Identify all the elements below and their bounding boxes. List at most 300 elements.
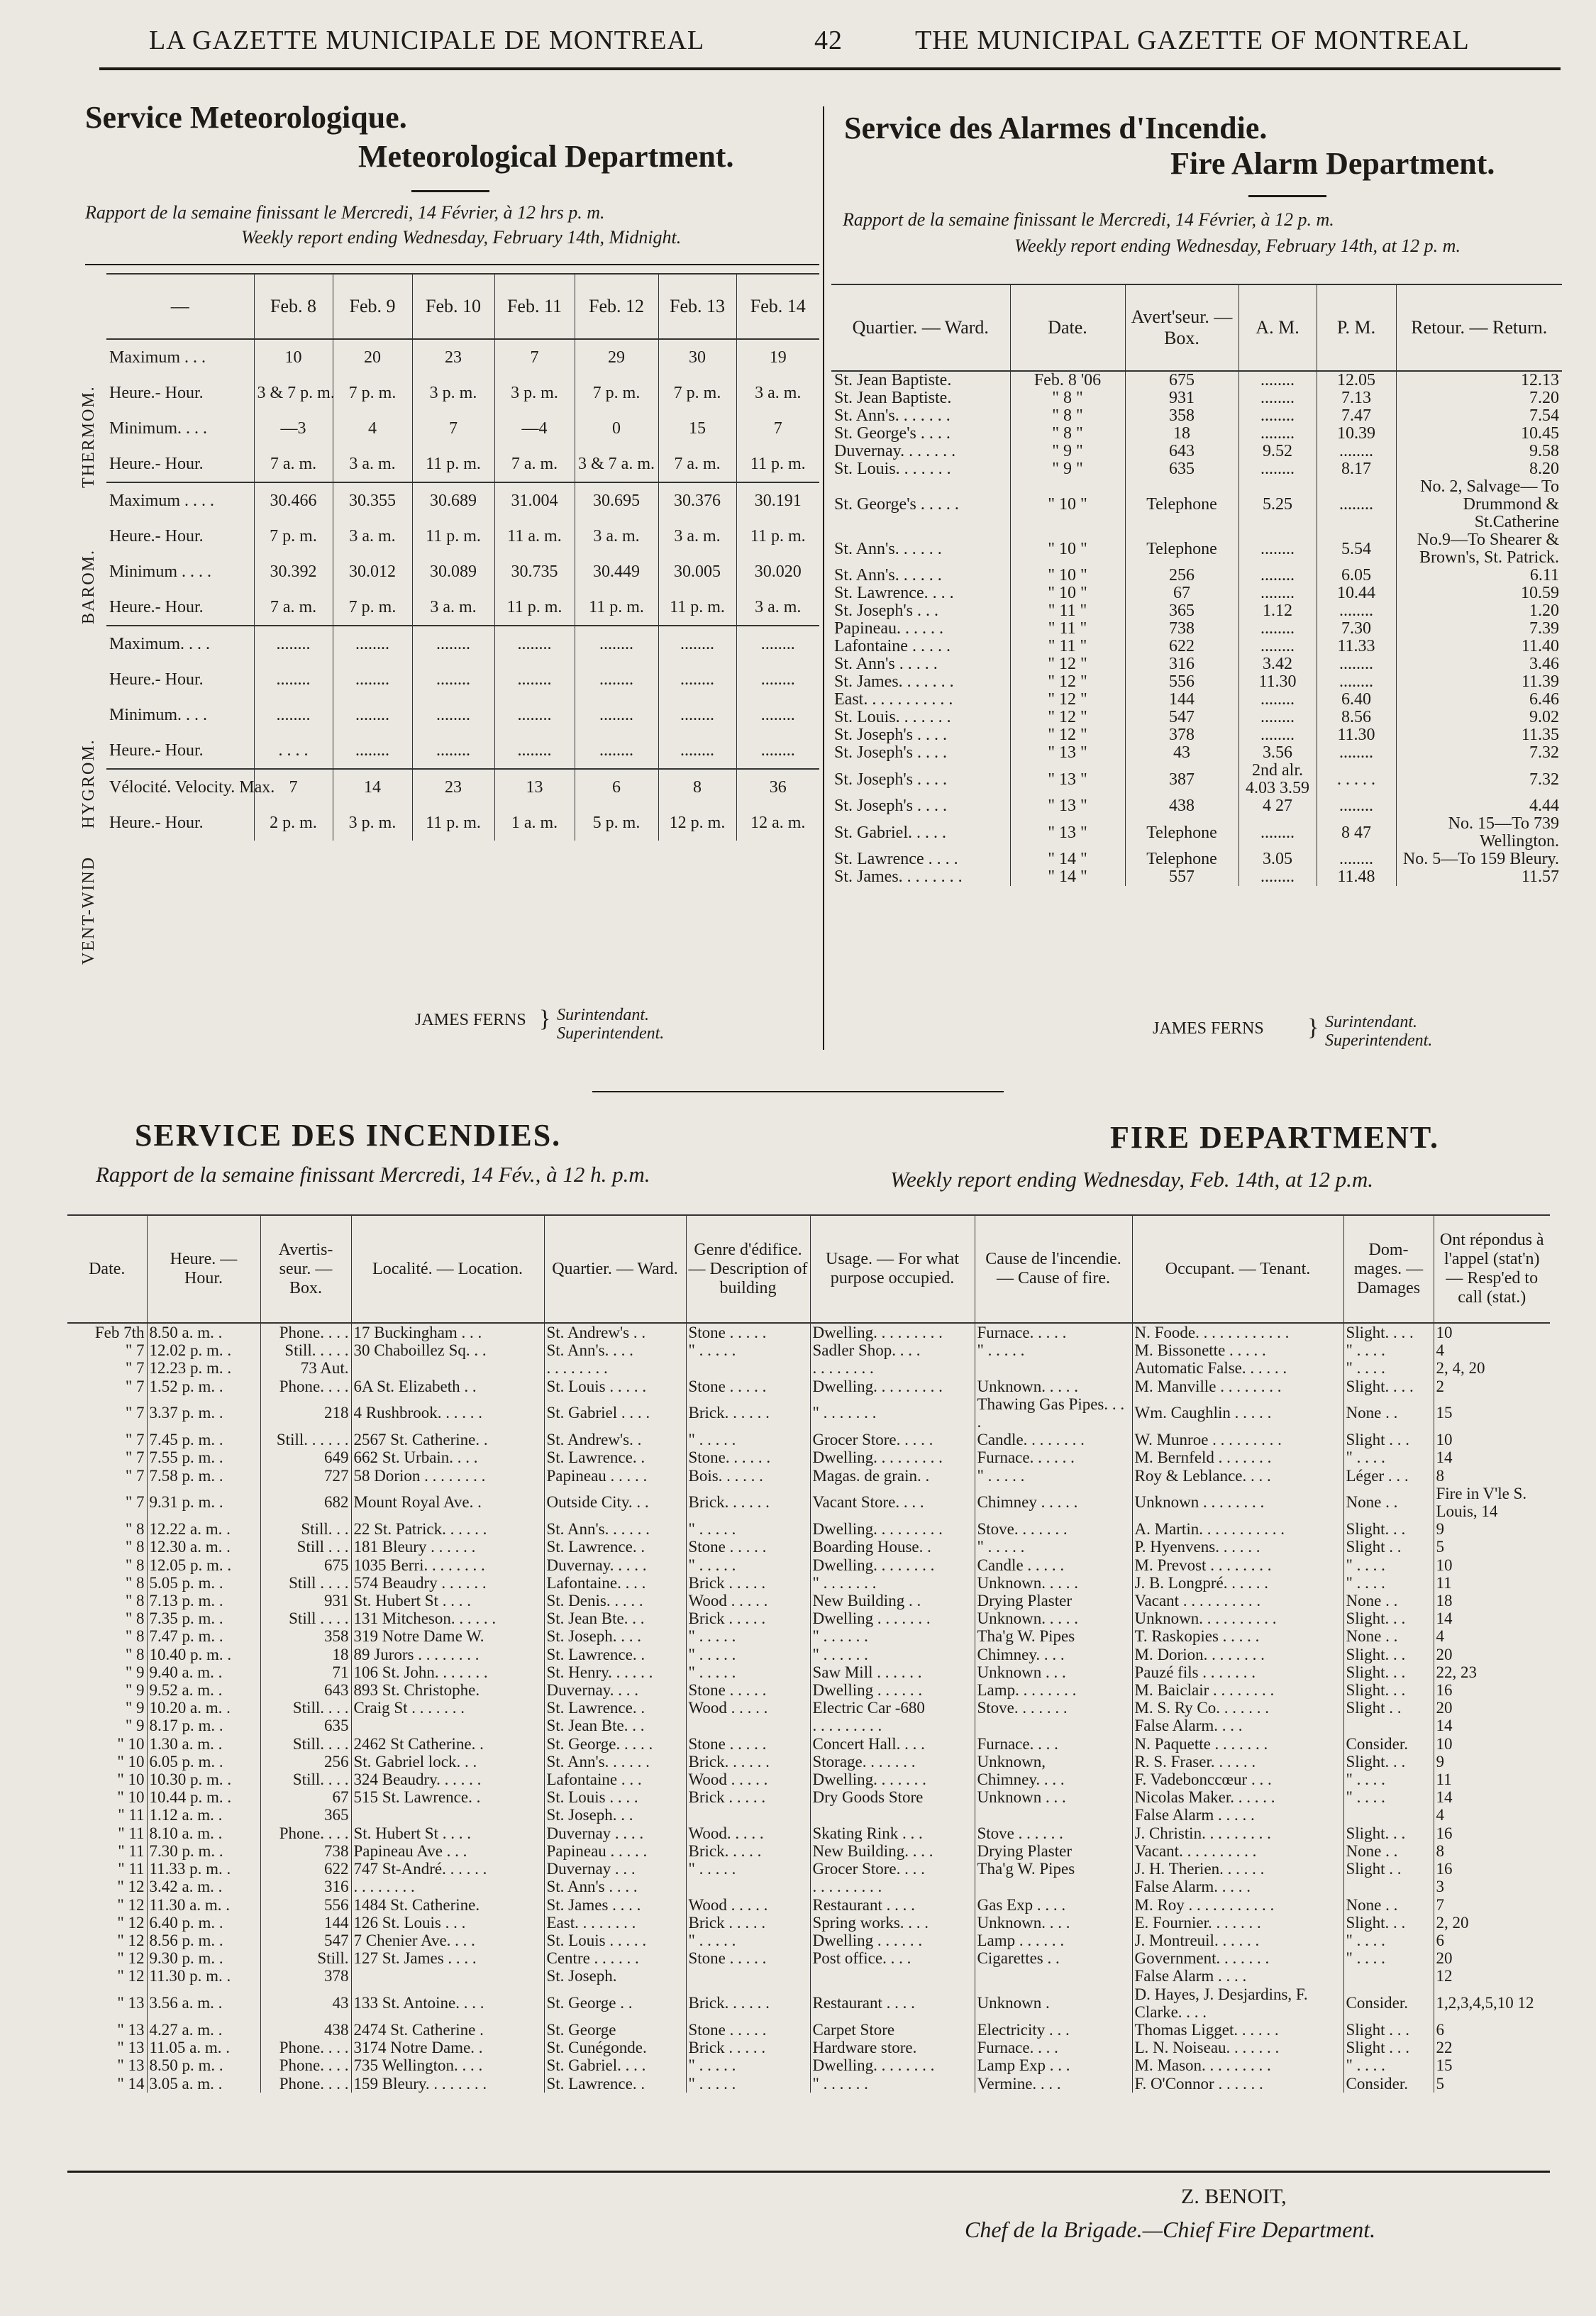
alarm-pm: 8 47 <box>1317 815 1396 851</box>
fire-row <box>67 2056 1550 2074</box>
alarm-date: " 10 " <box>1010 478 1125 531</box>
meteo-cell: 23 <box>412 339 494 375</box>
alarm-return: 12.13 <box>1396 371 1562 389</box>
fire-cause <box>975 1717 1132 1734</box>
fire-stations: 22 <box>1434 2039 1550 2056</box>
meteo-cell: 30.466 <box>254 482 333 519</box>
fire-tenant: Government. . . . . . . <box>1132 1949 1343 1967</box>
fire-tenant: Unknown . . . . . . . . <box>1132 1485 1343 1520</box>
fire-damages: Slight. . . <box>1343 1824 1434 1842</box>
fire-cause: Vermine. . . . <box>975 2075 1132 2093</box>
fire-ward: St. Andrew's. . <box>544 1431 686 1448</box>
fire-row <box>67 1842 1550 1860</box>
fire-tenant: Automatic False. . . . . . <box>1132 1359 1343 1377</box>
alarm-pm: 6.05 <box>1317 567 1396 584</box>
fire-row <box>67 1359 1550 1377</box>
meteo-cell: ........ <box>254 626 333 662</box>
fire-purpose: " . . . . . . <box>810 2075 975 2093</box>
alarm-return: 7.32 <box>1396 744 1562 762</box>
section-divider <box>592 1091 1004 1092</box>
meteo-cell: ........ <box>736 662 819 697</box>
fire-purpose: Boarding House. . <box>810 1538 975 1556</box>
meteo-row-label: Heure.- Hour. <box>109 597 204 616</box>
fire-date: " 8 <box>125 1573 145 1592</box>
fire-building: Stone . . . . . <box>686 1681 810 1699</box>
fire-purpose: Dwelling. . . . . . . . . <box>810 1378 975 1395</box>
fire-box: 556 <box>260 1896 351 1914</box>
meteo-cell: 29 <box>575 339 658 375</box>
fire-header-location: Localité. — Location. <box>351 1215 544 1323</box>
meteo-header-day: Feb. 10 <box>412 274 494 339</box>
alarm-return: 11.57 <box>1396 868 1562 886</box>
fire-stations: 3 <box>1434 1878 1550 1895</box>
fire-purpose <box>810 1967 975 1985</box>
fire-purpose: Grocer Store. . . . <box>810 1860 975 1878</box>
meteo-cell: ........ <box>412 626 494 662</box>
meteo-cell: 3 & 7 p. m. <box>254 375 333 411</box>
fire-cause: Stove. . . . . . . <box>975 1699 1132 1717</box>
alarm-pm: 10.39 <box>1317 425 1396 443</box>
meteo-cell: 10 <box>254 339 333 375</box>
alarm-am: 4 27 <box>1238 797 1317 815</box>
fire-cause: " . . . . . <box>975 1341 1132 1359</box>
fire-damages: Slight . . . <box>1343 2021 1434 2039</box>
alarm-ward: St. Gabriel. . . . . <box>834 823 946 842</box>
fire-date: " 9 <box>125 1717 145 1735</box>
fire-row <box>67 1878 1550 1895</box>
meteo-cell: 30.695 <box>575 482 658 519</box>
fire-ward: St. Louis . . . . <box>544 1788 686 1806</box>
fire-location: 319 Notre Dame W. <box>351 1627 544 1645</box>
meteo-cell: 3 p. m. <box>412 375 494 411</box>
fire-date: " 11 <box>118 1824 145 1842</box>
fire-cause: Gas Exp . . . . <box>975 1896 1132 1914</box>
fire-ward: St. Louis . . . . . <box>544 1932 686 1949</box>
fire-location: 126 St. Louis . . . <box>351 1914 544 1932</box>
fire-building: Wood . . . . . <box>686 1896 810 1914</box>
fire-purpose: Hardware store. <box>810 2039 975 2056</box>
fire-row <box>67 2021 1550 2039</box>
fire-row <box>67 1699 1550 1717</box>
meteo-cell: 7 p. m. <box>254 519 333 554</box>
fire-hour: 11.30 p. m. . <box>147 1967 260 1985</box>
fire-stations: 10 <box>1434 1323 1550 1341</box>
fire-header-ward: Quartier. — Ward. <box>544 1215 686 1323</box>
fire-location: 515 St. Lawrence. . <box>351 1788 544 1806</box>
fire-location: Papineau Ave . . . <box>351 1842 544 1860</box>
fire-stations: 10 <box>1434 1556 1550 1574</box>
column-divider <box>823 106 824 1050</box>
meteo-cell: 7 <box>254 769 333 805</box>
fire-tenant: False Alarm . . . . . <box>1132 1806 1343 1824</box>
fire-stations: 2, 20 <box>1434 1914 1550 1932</box>
alarm-pm: 5.54 <box>1317 531 1396 567</box>
alarm-row <box>831 478 1562 531</box>
fire-hour: 12.22 a. m. . <box>147 1520 260 1538</box>
fire-date: " 8 <box>125 1592 145 1610</box>
fire-hour: 3.42 a. m. . <box>147 1878 260 1895</box>
fire-date: " 7 <box>125 1466 145 1485</box>
alarm-return: 9.02 <box>1396 709 1562 726</box>
meteo-cell: 5 p. m. <box>575 805 658 841</box>
fire-purpose: Saw Mill . . . . . . <box>810 1663 975 1681</box>
fire-damages: Slight. . . <box>1343 1681 1434 1699</box>
fire-date: " 12 <box>117 1878 145 1896</box>
fire-damages: Slight. . . <box>1343 1646 1434 1663</box>
fire-purpose: Dwelling. . . . . . . . . <box>810 1520 975 1538</box>
alarm-row <box>831 425 1562 443</box>
fire-purpose: " . . . . . . . <box>810 1395 975 1431</box>
fire-purpose: Grocer Store. . . . . <box>810 1431 975 1448</box>
meteo-cell: 30.392 <box>254 554 333 589</box>
fire-box: 682 <box>260 1485 351 1520</box>
fire-hour: 10.20 a. m. . <box>147 1699 260 1717</box>
meteo-row <box>106 805 819 841</box>
fire-date: " 12 <box>117 1895 145 1914</box>
fire-purpose: " . . . . . . . <box>810 1574 975 1592</box>
fire-stations: 6 <box>1434 1932 1550 1949</box>
alarm-return: 10.45 <box>1396 425 1562 443</box>
fire-purpose <box>810 1806 975 1824</box>
fire-box: Still. . . . <box>260 1699 351 1717</box>
fire-row <box>67 1592 1550 1609</box>
fire-tenant: M. S. Ry Co. . . . . . . <box>1132 1699 1343 1717</box>
fire-row <box>67 1788 1550 1806</box>
fire-building <box>686 1878 810 1895</box>
meteo-cell: 3 a. m. <box>736 375 819 411</box>
fire-row <box>67 1556 1550 1574</box>
meteo-cell: 30.089 <box>412 554 494 589</box>
fire-title-en: FIRE DEPARTMENT. <box>1110 1120 1439 1155</box>
alarm-box: Telephone <box>1125 815 1238 851</box>
fire-date: " 11 <box>118 1841 145 1860</box>
fire-building: Brick. . . . . . <box>686 1395 810 1431</box>
alarm-signature-name: JAMES FERNS <box>1153 1019 1264 1038</box>
fire-location: 30 Chaboillez Sq. . . <box>351 1341 544 1359</box>
alarm-pm: 8.17 <box>1317 460 1396 478</box>
meteo-row <box>106 733 819 769</box>
fire-purpose: Dwelling. . . . . . . . <box>810 2056 975 2074</box>
fire-box: Phone. . . . <box>260 1378 351 1395</box>
meteo-cell: 3 a. m. <box>412 589 494 626</box>
alarm-am: 3.05 <box>1238 851 1317 868</box>
fire-ward: St. James . . . . <box>544 1896 686 1914</box>
fire-ward: Duvernay . . . <box>544 1860 686 1878</box>
fire-location <box>351 1967 544 1985</box>
fire-bottom-rule <box>67 2171 1550 2173</box>
meteo-cell: ........ <box>658 662 736 697</box>
alarm-ward: St. Ann's. . . . . . . <box>834 406 951 425</box>
alarm-pm: 10.44 <box>1317 584 1396 602</box>
fire-row <box>67 1771 1550 1788</box>
fire-stations: 15 <box>1434 1395 1550 1431</box>
fire-row <box>67 1824 1550 1842</box>
fire-purpose: Restaurant . . . . <box>810 1985 975 2021</box>
fire-building: Wood. . . . . <box>686 1824 810 1842</box>
meteo-cell: ........ <box>494 697 575 733</box>
fire-hour: 5.05 p. m. . <box>147 1574 260 1592</box>
alarm-box: 547 <box>1125 709 1238 726</box>
fire-cause: Unknown . <box>975 1985 1132 2021</box>
alarm-date: " 13 " <box>1010 797 1125 815</box>
fire-building: " . . . . . <box>686 1932 810 1949</box>
meteo-row <box>106 697 819 733</box>
alarm-return: 11.39 <box>1396 673 1562 691</box>
fire-stations: 8 <box>1434 1467 1550 1485</box>
fire-row <box>67 1378 1550 1395</box>
fire-box: 622 <box>260 1860 351 1878</box>
fire-purpose: . . . . . . . . . <box>810 1878 975 1895</box>
fire-ward: St. George. . . . . <box>544 1735 686 1753</box>
alarm-ward: St. Lawrence. . . . <box>834 584 954 602</box>
meteo-signature-name: JAMES FERNS <box>415 1011 526 1029</box>
alarm-pm: ........ <box>1317 851 1396 868</box>
fire-hour: 4.27 a. m. . <box>147 2021 260 2039</box>
alarm-row <box>831 584 1562 602</box>
meteo-report-fr: Rapport de la semaine finissant le Mercredi, 14 Février, à 12 hrs p. m. <box>85 202 605 223</box>
alarm-pm: 6.40 <box>1317 691 1396 709</box>
fire-location: 22 St. Patrick. . . . . . <box>351 1520 544 1538</box>
fire-ward: St. Ann's. . . . . . <box>544 1753 686 1771</box>
fire-stations: 20 <box>1434 1646 1550 1663</box>
alarm-box: Telephone <box>1125 531 1238 567</box>
fire-building <box>686 1967 810 1985</box>
fire-box: 256 <box>260 1753 351 1771</box>
meteo-title-rule <box>411 190 489 192</box>
fire-ward: Lafontaine . . . <box>544 1771 686 1788</box>
fire-tenant: J. H. Therien. . . . . . <box>1132 1860 1343 1878</box>
fire-tenant: M. Bernfeld . . . . . . . <box>1132 1448 1343 1466</box>
fire-location: 1484 St. Catherine. <box>351 1896 544 1914</box>
fire-ward: Centre . . . . . . <box>544 1949 686 1967</box>
fire-location: Mount Royal Ave. . <box>351 1485 544 1520</box>
fire-cause: Cigarettes . . <box>975 1949 1132 1967</box>
fire-tenant: N. Paquette . . . . . . . <box>1132 1735 1343 1753</box>
fire-ward: St. Gabriel . . . . <box>544 1395 686 1431</box>
fire-damages: " . . . . <box>1343 1788 1434 1806</box>
fire-hour: 12.30 a. m. . <box>147 1538 260 1556</box>
fire-building <box>686 1806 810 1824</box>
meteo-cell: 3 a. m. <box>736 589 819 626</box>
fire-header-date: Date. <box>67 1215 147 1323</box>
fire-row <box>67 1520 1550 1538</box>
alarm-ward: St. Jean Baptiste. <box>834 389 952 407</box>
fire-row <box>67 1860 1550 1878</box>
fire-row <box>67 1753 1550 1771</box>
fire-building: Stone . . . . . <box>686 1378 810 1395</box>
meteo-cell: ........ <box>658 733 736 769</box>
meteo-header-day: Feb. 8 <box>254 274 333 339</box>
fire-hour: 3.56 a. m. . <box>147 1985 260 2021</box>
fire-purpose: Restaurant . . . . <box>810 1896 975 1914</box>
alarm-ward: St. Jean Baptiste. <box>834 371 952 389</box>
fire-hour: 12.23 p. m. . <box>147 1359 260 1377</box>
meteo-row-label: Minimum. . . . <box>109 705 208 724</box>
fire-row <box>67 1485 1550 1520</box>
fire-box: Still. . . . <box>260 1735 351 1753</box>
fire-date: " 11 <box>118 1806 145 1824</box>
fire-cause: Thawing Gas Pipes. . . . <box>975 1395 1132 1431</box>
alarm-row <box>831 602 1562 620</box>
fire-ward: St. George . . <box>544 1985 686 2021</box>
fire-date: " 14 <box>117 2074 145 2093</box>
meteo-row-label: Maximum. . . . <box>106 626 254 662</box>
alarm-ward: St. Louis. . . . . . . <box>834 460 951 478</box>
fire-ward: St. Lawrence. . <box>544 1646 686 1663</box>
fire-tenant: M. Manville . . . . . . . . <box>1132 1378 1343 1395</box>
fire-damages: None . . <box>1343 1896 1434 1914</box>
fire-stations: 14 <box>1434 1717 1550 1734</box>
fire-stations: 4 <box>1434 1806 1550 1824</box>
meteo-signature-brace: } <box>539 1006 551 1032</box>
fire-ward: St. Ann's. . . . <box>544 1341 686 1359</box>
fire-hour: 11.33 p. m. . <box>147 1860 260 1878</box>
meteo-row <box>106 662 819 697</box>
header-rule <box>99 67 1561 70</box>
fire-purpose: Dwelling . . . . . . <box>810 1681 975 1699</box>
fire-purpose: " . . . . . . <box>810 1646 975 1663</box>
alarm-ward: St. George's . . . . . <box>834 495 959 514</box>
meteo-cell: 3 a. m. <box>575 519 658 554</box>
fire-tenant: J. Christin. . . . . . . . . <box>1132 1824 1343 1842</box>
alarm-date: " 8 " <box>1010 407 1125 425</box>
meteo-row-label: Heure.- Hour. <box>109 383 204 402</box>
alarm-date: " 9 " <box>1010 460 1125 478</box>
alarm-row <box>831 443 1562 460</box>
alarm-date: " 12 " <box>1010 673 1125 691</box>
fire-location: 735 Wellington. . . . <box>351 2056 544 2074</box>
fire-purpose: Skating Rink . . . <box>810 1824 975 1842</box>
fire-damages: Slight. . . . <box>1343 1378 1434 1395</box>
fire-building: " . . . . . <box>686 1556 810 1574</box>
fire-purpose: Post office. . . . <box>810 1949 975 1967</box>
meteo-cell: 15 <box>658 411 736 446</box>
fire-box: 316 <box>260 1878 351 1895</box>
alarm-ward: East. . . . . . . . . . . <box>834 690 953 709</box>
alarm-am: ........ <box>1238 371 1317 389</box>
alarm-title-en: Fire Alarm Department. <box>1170 146 1495 181</box>
meteo-row <box>106 411 819 446</box>
alarm-date: " 9 " <box>1010 443 1125 460</box>
fire-damages: " . . . . <box>1343 1574 1434 1592</box>
fire-stations: 9 <box>1434 1753 1550 1771</box>
fire-tenant: Wm. Caughlin . . . . . <box>1132 1395 1343 1431</box>
meteo-header-day: Feb. 11 <box>494 274 575 339</box>
alarm-pm: ........ <box>1317 655 1396 673</box>
fire-location: 7 Chenier Ave. . . . <box>351 1932 544 1949</box>
meteo-cell: 14 <box>333 769 412 805</box>
fire-building: " . . . . . <box>686 1646 810 1663</box>
fire-ward: . . . . . . . . <box>544 1359 686 1377</box>
fire-date: " 7 <box>125 1404 145 1422</box>
alarm-box: 635 <box>1125 460 1238 478</box>
meteo-cell: ........ <box>575 733 658 769</box>
fire-hour: 7.47 p. m. . <box>147 1627 260 1645</box>
meteo-cell: ........ <box>736 733 819 769</box>
meteo-cell: ........ <box>333 697 412 733</box>
alarm-box: 43 <box>1125 744 1238 762</box>
fire-stations: 16 <box>1434 1681 1550 1699</box>
fire-cause: Unknown. . . . . <box>975 1609 1132 1627</box>
fire-stations: 16 <box>1434 1860 1550 1878</box>
fire-cause <box>975 1359 1132 1377</box>
fire-hour: 8.10 a. m. . <box>147 1824 260 1842</box>
meteo-cell: 1 a. m. <box>494 805 575 841</box>
fire-purpose: New Building. . . . <box>810 1842 975 1860</box>
fire-box: 643 <box>260 1681 351 1699</box>
fire-location: 133 St. Antoine. . . . <box>351 1985 544 2021</box>
alarm-report-en: Weekly report ending Wednesday, February 14th, at 12 p. m. <box>1014 236 1461 256</box>
fire-tenant: M. Dorion. . . . . . . . <box>1132 1646 1343 1663</box>
fire-purpose: Magas. de grain. . <box>810 1467 975 1485</box>
fire-box: Phone. . . . <box>260 1824 351 1842</box>
fire-date: " 7 <box>125 1493 145 1512</box>
fire-building: Brick. . . . . <box>686 1842 810 1860</box>
fire-hour: 1.30 a. m. . <box>147 1735 260 1753</box>
fire-row <box>67 1574 1550 1592</box>
fire-hour: 7.55 p. m. . <box>147 1448 260 1466</box>
meteo-row-label: Heure.- Hour. <box>109 670 204 689</box>
meteo-cell: 7 a. m. <box>658 446 736 482</box>
alarm-date: " 12 " <box>1010 691 1125 709</box>
fire-tenant: N. Foode. . . . . . . . . . . . <box>1132 1323 1343 1341</box>
meteo-cell: 31.004 <box>494 482 575 519</box>
alarm-row <box>831 709 1562 726</box>
meteo-cell: ........ <box>333 626 412 662</box>
alarm-date: " 11 " <box>1010 638 1125 655</box>
alarm-return: 10.59 <box>1396 584 1562 602</box>
fire-row <box>67 1538 1550 1556</box>
alarm-row <box>831 638 1562 655</box>
meteo-cell: 7 p. m. <box>333 589 412 626</box>
fire-tenant: M. Baiclair . . . . . . . . <box>1132 1681 1343 1699</box>
alarm-date: " 14 " <box>1010 851 1125 868</box>
alarm-return: 6.46 <box>1396 691 1562 709</box>
meteo-cell: 11 p. m. <box>575 589 658 626</box>
meteo-header-day: Feb. 14 <box>736 274 819 339</box>
fire-purpose: Dwelling . . . . . . <box>810 1932 975 1949</box>
fire-box: Phone. . . . <box>260 2056 351 2074</box>
meteo-cell: 7 <box>412 411 494 446</box>
meteo-cell: ........ <box>658 697 736 733</box>
meteo-cell: 11 p. m. <box>736 519 819 554</box>
fire-hour: 6.05 p. m. . <box>147 1753 260 1771</box>
alarm-row <box>831 726 1562 744</box>
meteo-row-label: Heure.- Hour. <box>109 813 204 832</box>
fire-row <box>67 1341 1550 1359</box>
fire-ward: St. Gabriel. . . . <box>544 2056 686 2074</box>
fire-cause: Stove. . . . . . . <box>975 1520 1132 1538</box>
alarm-date: " 10 " <box>1010 567 1125 584</box>
fire-damages: " . . . . <box>1343 2056 1434 2074</box>
fire-location: 127 St. James . . . . <box>351 1949 544 1967</box>
fire-damages <box>1343 1967 1434 1985</box>
alarm-row <box>831 531 1562 567</box>
fire-location: Craig St . . . . . . . <box>351 1699 544 1717</box>
fire-report-en: Weekly report ending Wednesday, Feb. 14th, at 12 p.m. <box>890 1167 1374 1192</box>
fire-ward: Duvernay. . . . . <box>544 1556 686 1574</box>
alarm-signature-title-fr: Surintendant. <box>1325 1013 1417 1031</box>
meteo-cell: ........ <box>254 662 333 697</box>
alarm-return: 7.20 <box>1396 389 1562 407</box>
meteo-cell: 30.689 <box>412 482 494 519</box>
alarm-box: 557 <box>1125 868 1238 886</box>
fire-row <box>67 1395 1550 1431</box>
alarm-ward: St. Lawrence . . . . <box>834 850 958 868</box>
fire-box: 738 <box>260 1842 351 1860</box>
fire-date: " 10 <box>117 1788 145 1807</box>
fire-signature-name: Z. BENOIT, <box>1181 2185 1287 2208</box>
